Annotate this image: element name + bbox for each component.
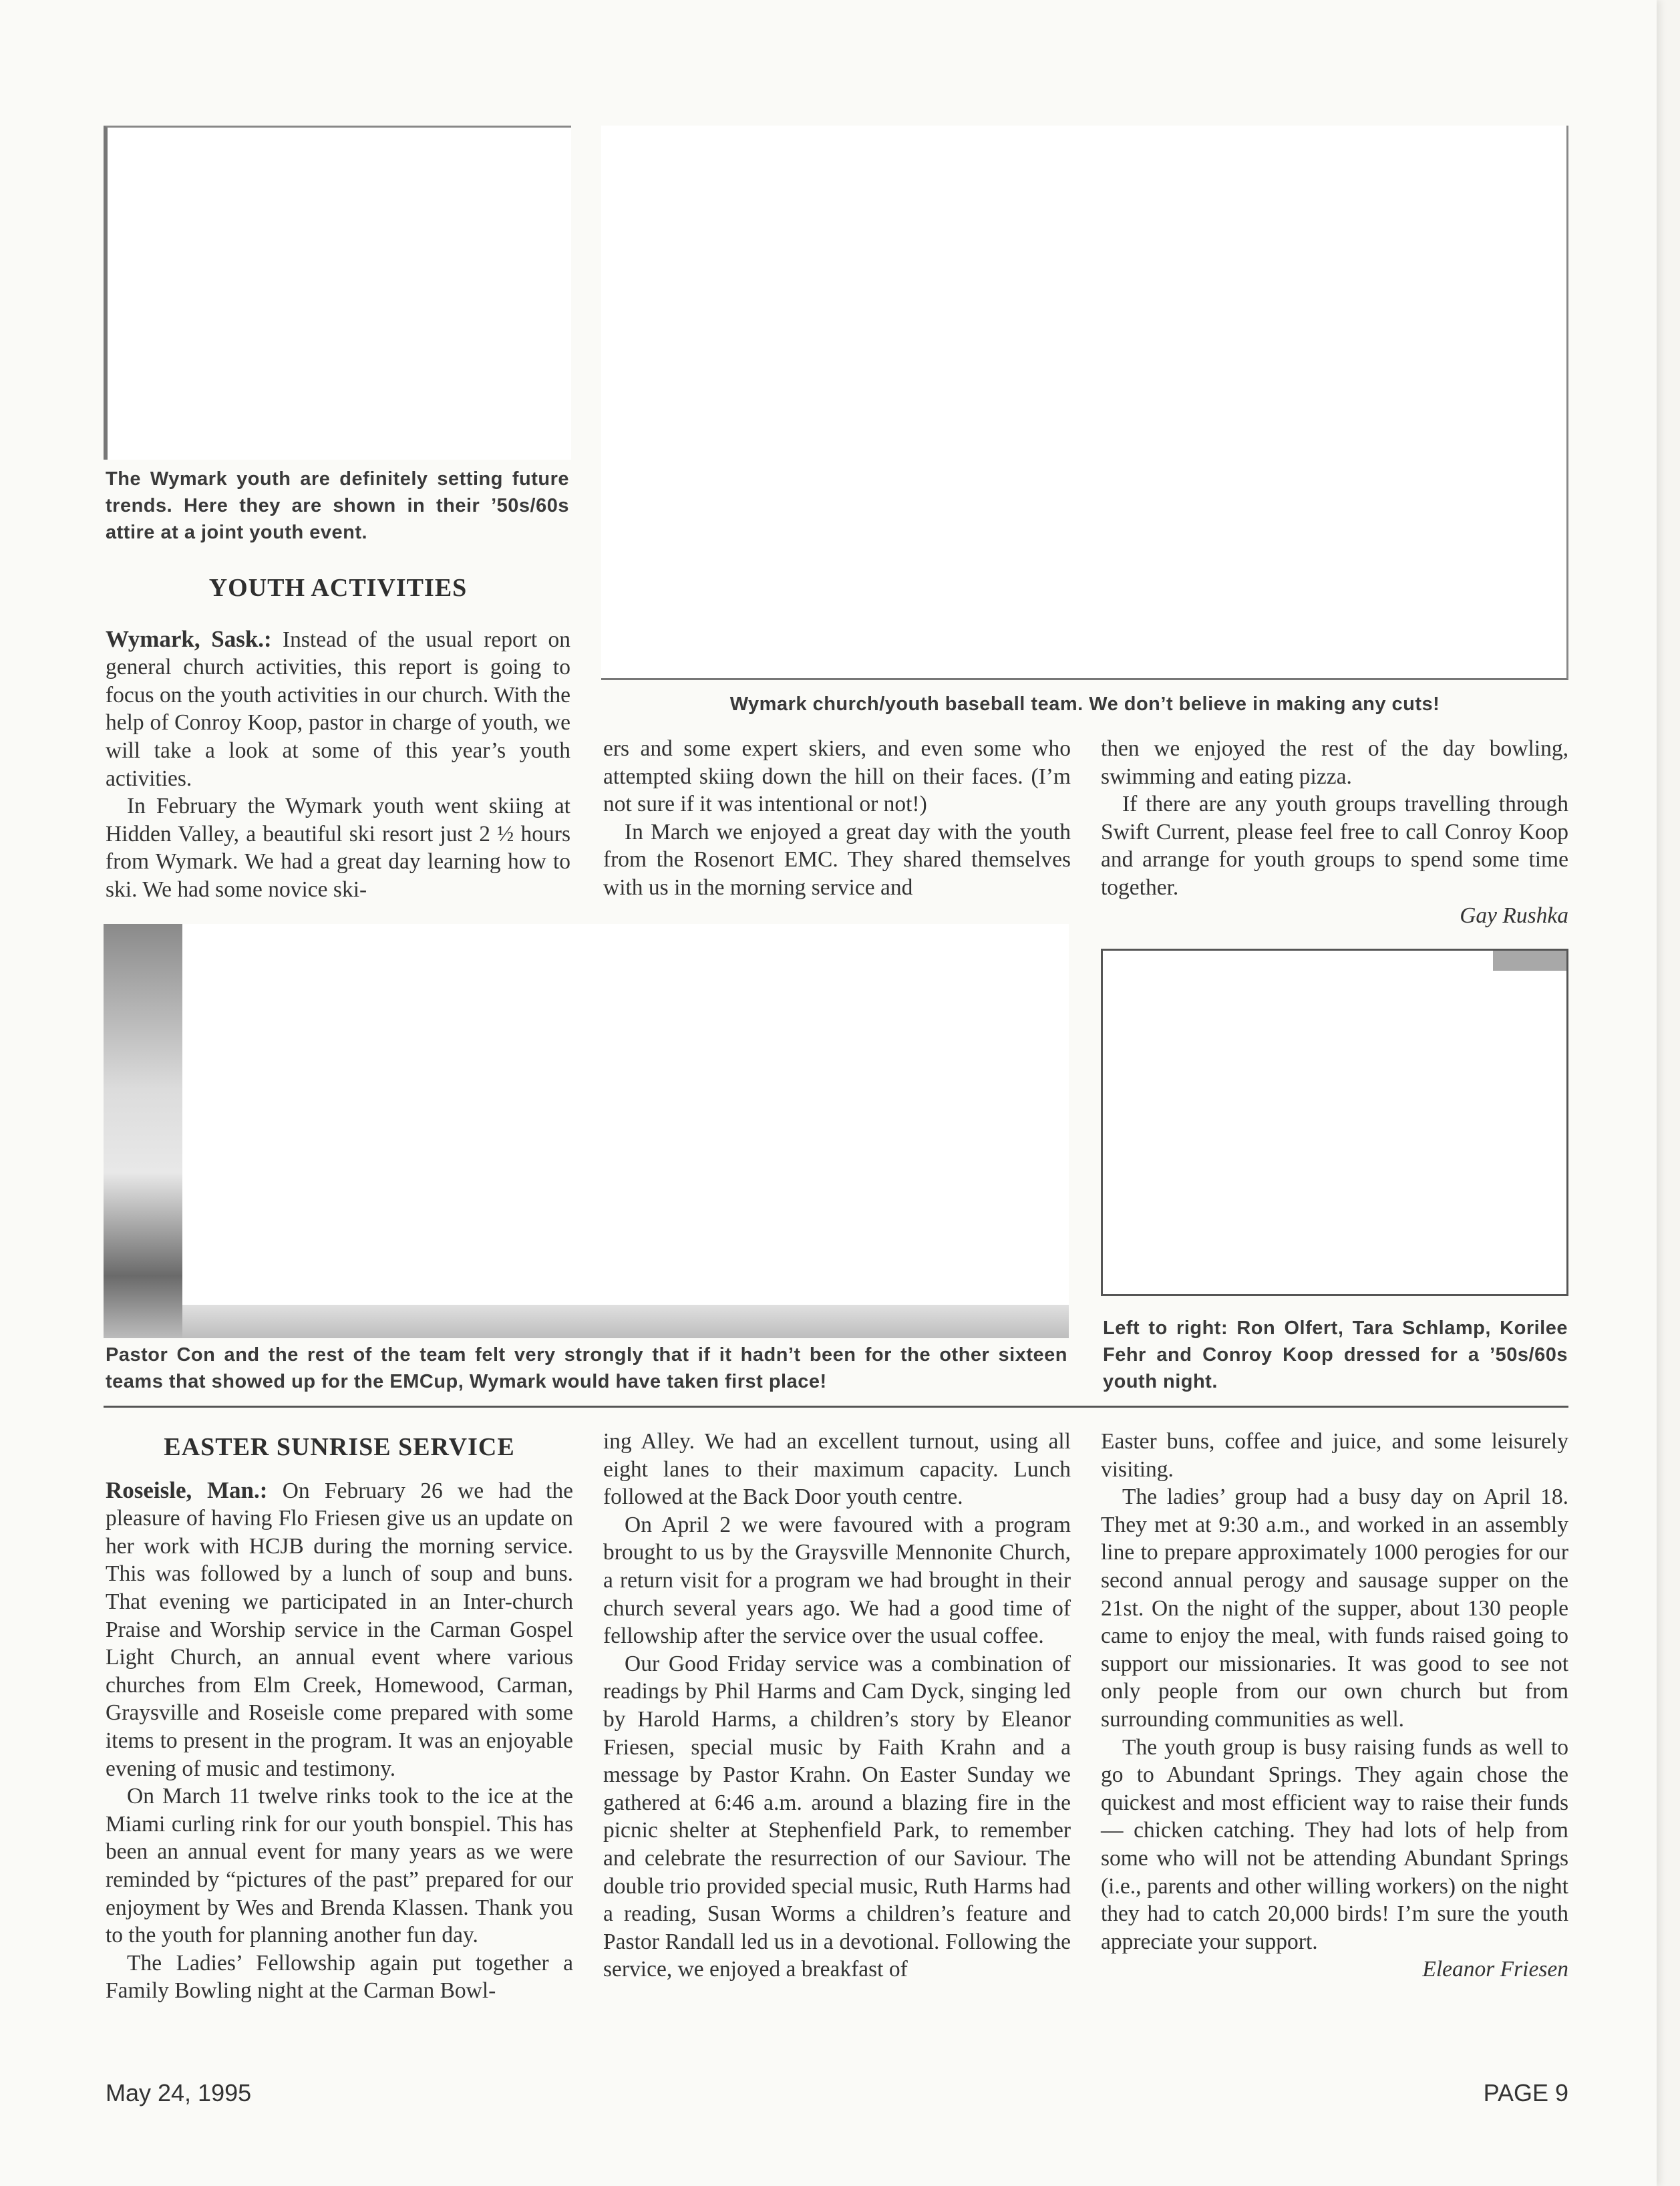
youth-p3a: In March we enjoyed a great day with the youth from the Rosenort EMC. They shared themselves with us in the morning service and: [603, 819, 1071, 900]
divider-rule: [104, 1406, 1568, 1408]
easter-p7: The youth group is busy raising funds as well to go to Abundant Springs. They again chose the quickest and most efficient way to raise their funds — chicken catching. They had lots of help from some who will not be attending Abundant Springs (i.e., parents and other willing workers) on the night they had to catch 20,000 birds! I’m sure the youth appreciate your support.: [1101, 1734, 1568, 1954]
footer-date: May 24, 1995: [106, 2079, 252, 2106]
signature-eleanor-friesen: Eleanor Friesen: [1422, 1957, 1568, 1982]
easter-p4: On April 2 we were favoured with a program brought to us by the Graysville Mennonite Church, a return visit for a program we had brought in their church several years ago. We had a good time of fellowship after the service over the usual coffee.: [603, 1512, 1071, 1649]
place-wymark: Wymark, Sask.:: [106, 625, 272, 652]
youth-p2a: In February the Wymark youth went skiing at Hidden Valley, a beautiful ski resort just 2 ½ hours from Wymark. We had a great day learning how to ski. We had some novice ski-: [106, 794, 570, 902]
youth-p1: Wymark, Sask.: Instead of the usual report on general church activities, this report is going to focus on the youth activities in our church. With the help of Conroy Koop, pastor in charge of youth, we will take a look at some of this year’s youth activities.: [106, 625, 570, 791]
easter-p1: Roseisle, Man.: On February 26 we had the pleasure of having Flo Friesen give us an update on her work with HCJB during the morning service. This was followed by a lunch of soup and buns. That evening we participated in an Inter-church Praise and Worship service in the Carman Gospel Light Church, an annual event where various churches from Elm Creek, Homewood, Carman, Graysville and Roseisle come prepared with some items to present in the program. It was an enjoyable evening of music and testimony.: [106, 1476, 573, 1781]
caption-baseball: Wymark church/youth baseball team. We don’t believe in making any cuts!: [729, 693, 1440, 715]
youth-article-col-1: [106, 575, 570, 904]
photo-wymark-youth-attire: [104, 126, 571, 460]
easter-p3a: The Ladies’ Fellowship again put together a Family Bowling night at the Carman Bowl-: [106, 1950, 573, 2004]
youth-article-col-2: [603, 735, 1071, 902]
easter-article-col-2: [603, 1428, 1071, 1984]
headline-youth-activities: YOUTH ACTIVITIES: [208, 574, 468, 602]
easter-p5b: Easter buns, coffee and juice, and some leisurely visiting.: [1101, 1429, 1568, 1482]
easter-article-col-1: [106, 1434, 573, 2005]
youth-p2b: ers and some expert skiers, and even some who attempted skiing down the hill on their faces. (I’m not sure if it was intentional or not!): [603, 736, 1071, 817]
youth-p4: If there are any youth groups travelling through Swift Current, please feel free to call Conroy Koop and arrange for youth groups to spend some time together.: [1101, 792, 1568, 900]
caption-wymark-attire: The Wymark youth are definitely setting future trends. Here they are shown in their ’50s/60s attire at a joint youth event.: [106, 468, 569, 543]
photo-youth-night-group: [1101, 949, 1568, 1296]
easter-p3b: ing Alley. We had an excellent turnout, using all eight lanes to their maximum capacity. Lunch followed at the Back Door youth centre.: [603, 1429, 1071, 1510]
caption-left-to-right: Left to right: Ron Olfert, Tara Schlamp, Korilee Fehr and Conroy Koop dressed for a ’50s/60s youth night.: [1103, 1317, 1568, 1392]
headline-easter-sunrise: EASTER SUNRISE SERVICE: [164, 1433, 515, 1461]
easter-p2: On March 11 twelve rinks took to the ice at the Miami curling rink for our youth bonspiel. This has been an annual event for many years as we were reminded by “pictures of the past” prepared for our enjoyment by Wes and Brenda Klassen. Thank you to the youth for planning another fun day.: [106, 1784, 573, 1948]
signature-gay-rushka: Gay Rushka: [1460, 903, 1568, 928]
caption-emcup: Pastor Con and the rest of the team felt very strongly that if it hadn’t been for the other sixteen teams that showed up for the EMCup, Wymark would have taken first place!: [106, 1344, 1067, 1392]
youth-p3b: then we enjoyed the rest of the day bowling, swimming and eating pizza.: [1101, 736, 1568, 789]
photo-baseball-team: [601, 126, 1568, 680]
easter-p5a: Our Good Friday service was a combination of readings by Phil Harms and Cam Dyck, singing led by Harold Harms, a children’s story by Eleanor Friesen, special music by Faith Krahn and a message by Pastor Krahn. On Easter Sunday we gathered at 6:46 a.m. around a blazing fire in the picnic shelter at Stephenfield Park, to remember and celebrate the resurrection of our Saviour. The double trio provided special music, Ruth Harms had a reading, Susan Worms a children’s feature and Pastor Randall led us in a devotional. Following the service, we enjoyed a breakfast of: [603, 1651, 1071, 1982]
youth-article-col-3: [1101, 735, 1568, 929]
footer-page-number: PAGE 9: [1483, 2079, 1568, 2106]
easter-article-col-3: [1101, 1428, 1568, 1984]
place-roseisle: Roseisle, Man.:: [106, 1476, 268, 1503]
easter-p6: The ladies’ group had a busy day on April 18. They met at 9:30 a.m., and worked in an assembly line to prepare approximately 1000 perogies for our second annual perogy and sausage supper on the 21st. On the night of the supper, about 130 people came to enjoy the meal, with funds raised going to support our missionaries. It was good to see not only people from our own church but from surrounding communities as well.: [1101, 1485, 1568, 1732]
photo-emcup-team: [104, 924, 1069, 1338]
